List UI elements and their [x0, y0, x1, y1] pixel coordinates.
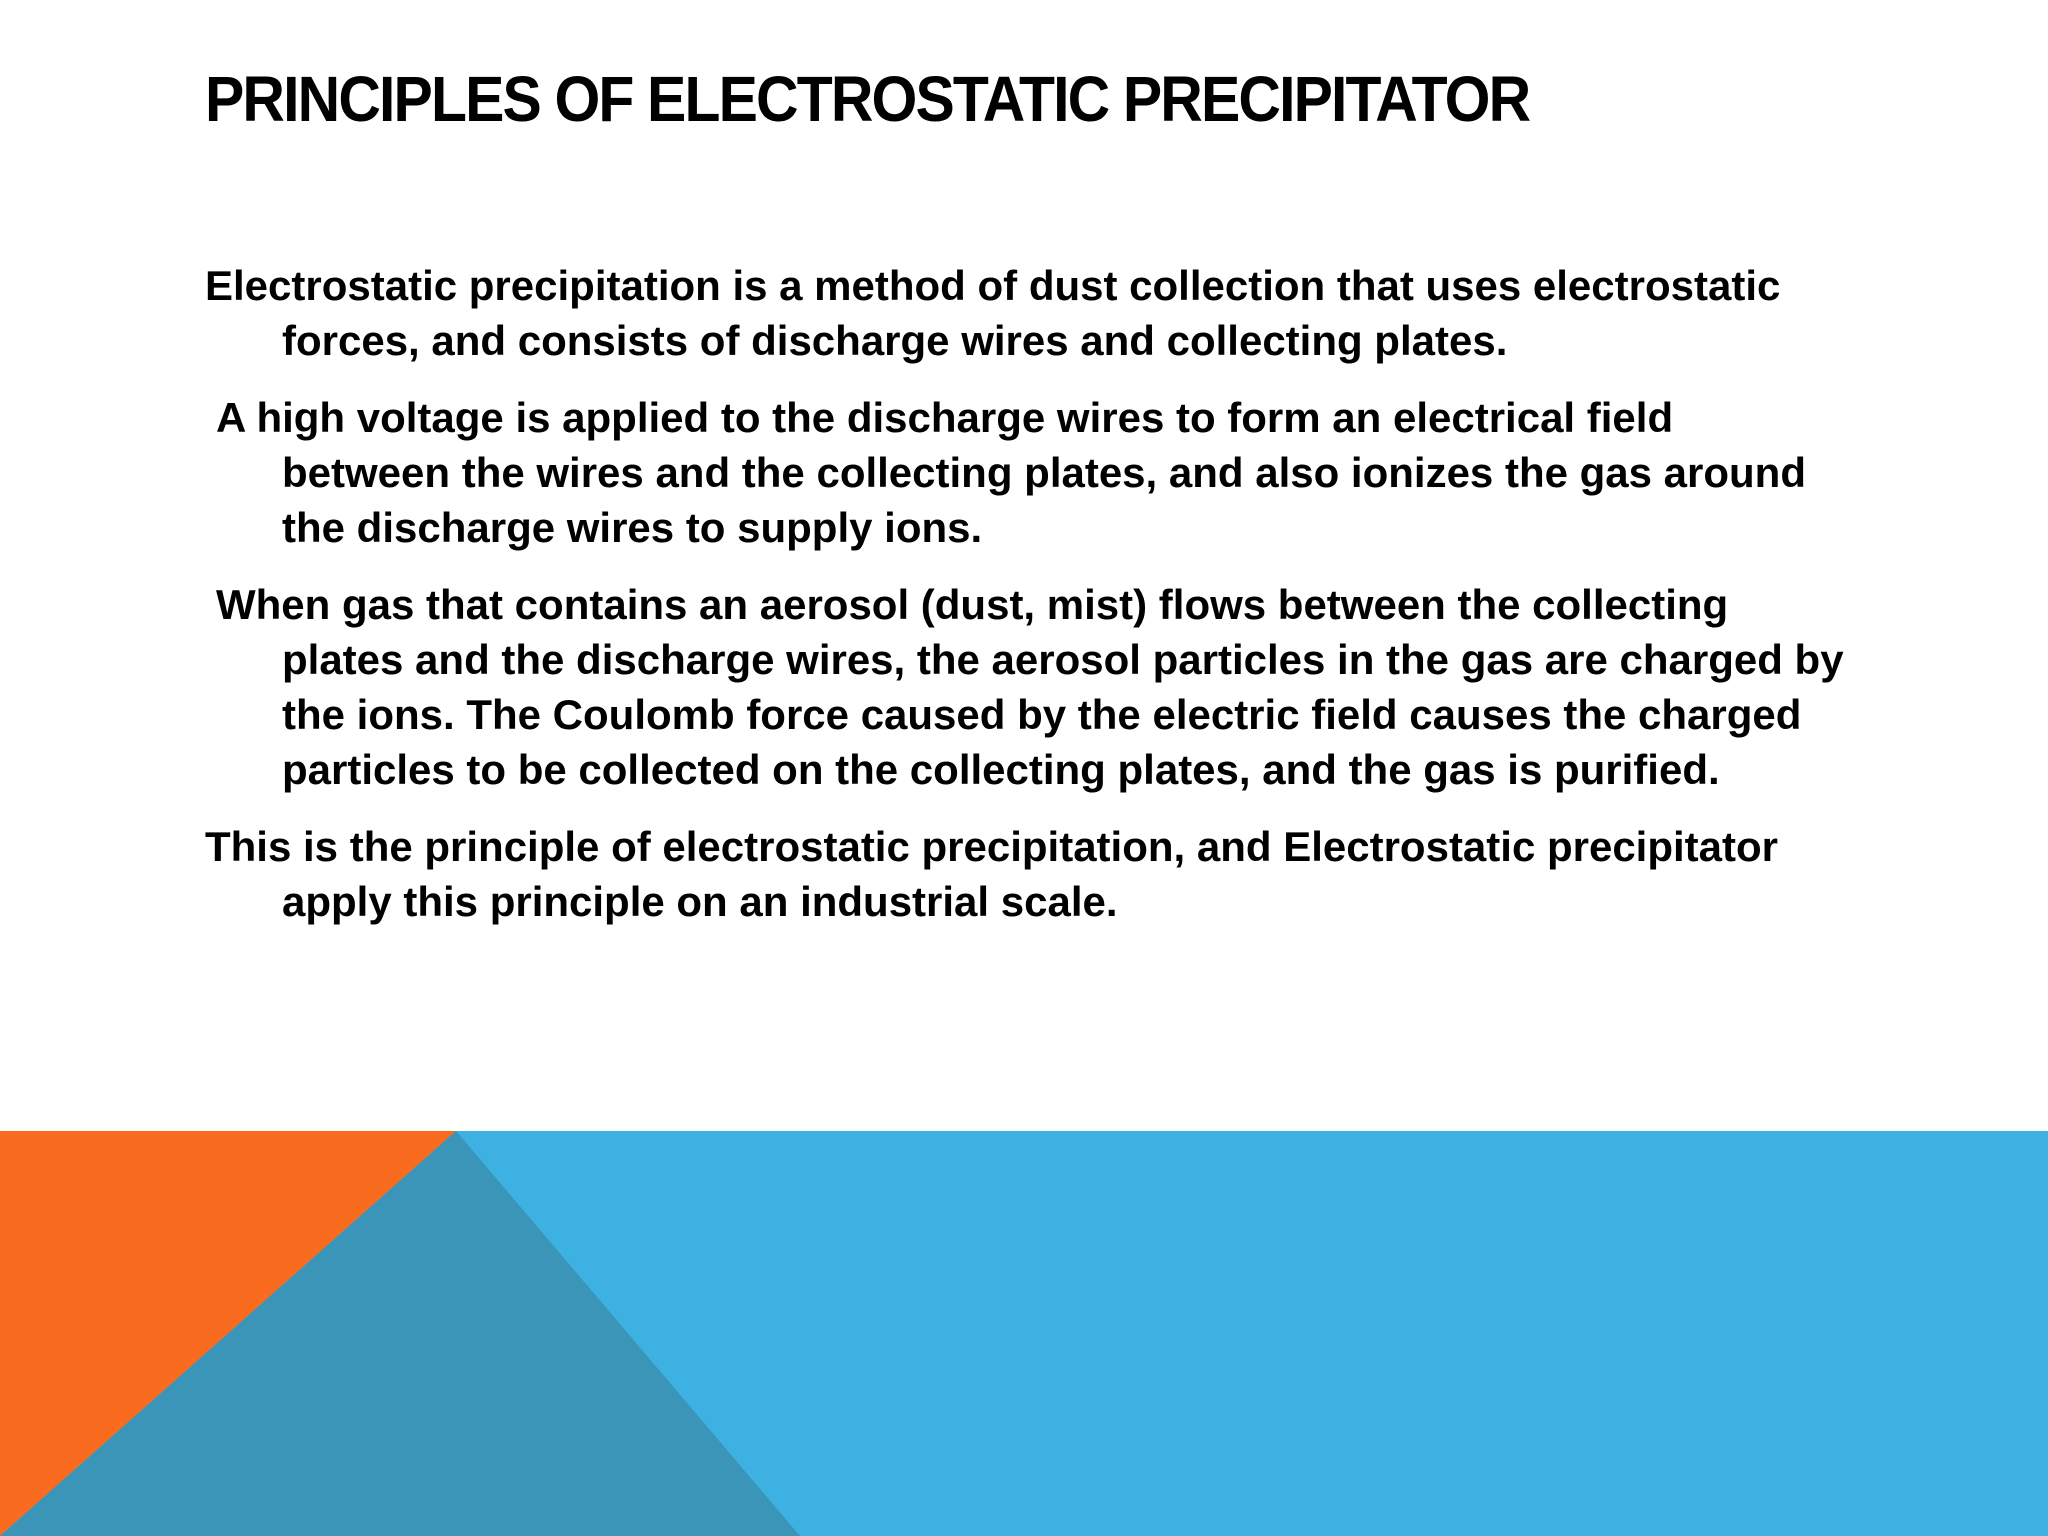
- paragraph-definition: Electrostatic precipitation is a method of dust collection that uses electrostatic forces, and consists of discharge wires and collecting plates.: [205, 262, 1781, 364]
- paragraph-high-voltage: A high voltage is applied to the discharge wires to form an electrical field between the wires and the collecting plates, and also ionizes the gas around the discharge wires to supply ions.: [216, 394, 1806, 551]
- slide-body: [205, 258, 1845, 951]
- paragraph-principle: This is the principle of electrostatic precipitation, and Electrostatic precipitator apply this principle on an industrial scale.: [205, 823, 1779, 925]
- slide-title: PRINCIPLES OF ELECTROSTATIC PRECIPITATOR: [205, 63, 1530, 135]
- paragraph-gas-flow: When gas that contains an aerosol (dust, mist) flows between the collecting plates and the discharge wires, the aerosol particles in the gas are charged by the ions. The Coulomb force caused by the electric field causes the charged particles to be collected on the collecting plates, and the gas is purified.: [216, 581, 1844, 793]
- footer-decoration: [0, 1131, 2048, 1536]
